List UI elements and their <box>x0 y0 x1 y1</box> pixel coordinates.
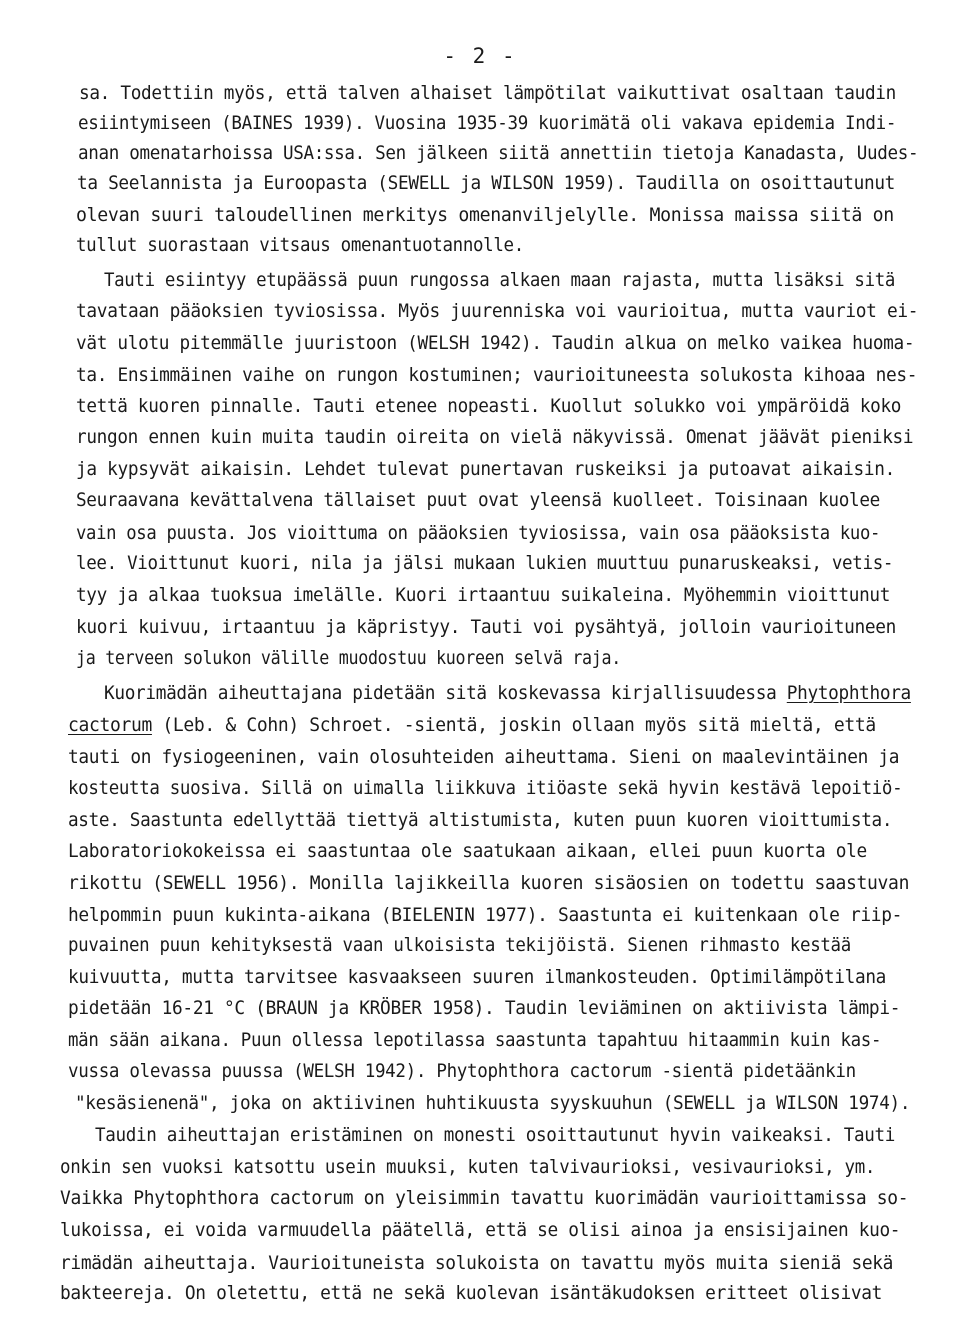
text-line: pidetään 16-21 °C (BRAUN ja KRÖBER 1958). Taudin leviäminen on aktiivista lämpi- <box>68 997 901 1019</box>
text-line: vussa olevassa puussa (WELSH 1942). Phytophthora cactorum -sientä pidetäänkin <box>68 1060 856 1082</box>
text-line: tettä kuoren pinnalle. Tauti etenee nopeasti. Kuollut solukko voi ympäröidä koko <box>76 395 902 417</box>
text-line: Vaikka Phytophthora cactorum on yleisimmin tavattu kuorimädän vaurioittamissa so- <box>60 1187 909 1209</box>
text-line: cactorum (Leb. & Cohn) Schroet. -sientä, joskin ollaan myös sitä mieltä, että <box>68 714 876 736</box>
text-line: lee. Vioittunut kuori, nila ja jälsi mukaan lukien muuttuu punaruskeaksi, vetis- <box>76 552 894 574</box>
species-name: Phytophthora <box>786 682 911 704</box>
text-line: kosteutta suosiva. Sillä on uimalla liikkuva itiöaste sekä hyvin kestävä lepoitiö- <box>68 777 903 799</box>
text-line: Kuorimädän aiheuttajana pidetään sitä koskevassa kirjallisuudessa Phytophthora <box>104 682 911 704</box>
page-number: - 2 - <box>443 44 517 68</box>
text-line: aste. Saastunta edellyttää tiettyä altistumista, kuten puun kuoren vioittumista. <box>68 809 893 831</box>
text-line: bakteereja. On oletettu, että ne sekä kuolevan isäntäkudoksen eritteet olisivat <box>60 1282 883 1304</box>
text-line: Laboratoriokokeissa ei saastuntaa ole saatukaan aikaan, ellei puun kuorta ole <box>68 840 867 862</box>
text-line: tyy ja alkaa tuoksua imelälle. Kuori irtaantuu suikaleina. Myöhemmin vioittunut <box>76 584 891 606</box>
text-line: vain osa puusta. Jos vioittuma on pääoksien tyviosissa, vain osa pääoksista kuo- <box>76 522 881 544</box>
text-line: lukoissa, ei voida varmuudella päätellä, että se olisi ainoa ja ensisijainen kuo- <box>60 1219 901 1241</box>
text-line: Tauti esiintyy etupäässä puun rungossa alkaen maan rajasta, mutta lisäksi sitä <box>104 269 895 291</box>
text-line: tullut suorastaan vitsaus omenantuotannolle. <box>76 234 524 256</box>
text-line: kuivuutta, mutta tarvitsee kasvaakseen suuren ilmankosteuden. Optimilämpötilana <box>68 966 887 988</box>
species-name: cactorum <box>68 714 152 736</box>
text-line: Taudin aiheuttajan eristäminen on monesti osoittautunut hyvin vaikeaksi. Tauti <box>95 1124 895 1146</box>
text-line: ja kypsyvät aikaisin. Lehdet tulevat punertavan ruskeiksi ja putoavat aikaisin. <box>76 458 896 480</box>
text-line: män sään aikana. Puun ollessa lepotilassa saastunta tapahtuu hitaammin kuin kas- <box>68 1029 882 1051</box>
text-line: ta Seelannista ja Euroopasta (SEWELL ja WILSON 1959). Taudilla on osoittautunut <box>77 172 896 194</box>
text-line: rungon ennen kuin muita taudin oireita on vielä näkyvissä. Omenat jäävät pieniksi <box>76 426 914 448</box>
text-line: "kesäsienenä", joka on aktiivinen huhtikuusta syyskuuhun (SEWELL ja WILSON 1974). <box>75 1092 911 1114</box>
text-line: anan omenatarhoissa USA:ssa. Sen jälkeen siitä annettiin tietoja Kanadasta, Uudes- <box>78 142 919 164</box>
text-line: sa. Todettiin myös, että talven alhaiset lämpötilat vaikuttivat osaltaan taudin <box>79 82 896 104</box>
text-line: tauti on fysiogeeninen, vain olosuhteiden aiheuttama. Sieni on maalevintäinen ja <box>68 746 900 768</box>
text-line: vät ulotu pitemmälle juuristoon (WELSH 1942). Taudin alkua on melko vaikea huoma- <box>76 332 915 354</box>
text-line: rikottu (SEWELL 1956). Monilla lajikkeilla kuoren sisäosien on todettu saastuvan <box>68 872 910 894</box>
text-line: esiintymiseen (BAINES 1939). Vuosina 1935-39 kuorimätä oli vakava epidemia Indi- <box>78 112 897 134</box>
text-line: onkin sen vuoksi katsottu usein muuksi, kuten talvivaurioksi, vesivaurioksi, ym. <box>60 1156 876 1178</box>
text-line: Seuraavana kevättalvena tällaiset puut ovat yleensä kuolleet. Toisinaan kuolee <box>76 489 880 511</box>
text-line: rimädän aiheuttaja. Vaurioituneista solukoista on tavattu myös muita sieniä sekä <box>60 1252 894 1274</box>
text-line: helpommin puun kukinta-aikana (BIELENIN 1977). Saastunta ei kuitenkaan ole riip- <box>68 904 903 926</box>
text-line: ja terveen solukon välille muodostuu kuoreen selvä raja. <box>76 647 621 669</box>
text-line: puvainen puun kehityksestä vaan ulkoisista tekijöistä. Sienen rihmasto kestää <box>68 934 851 956</box>
text-line: ta. Ensimmäinen vaihe on rungon kostuminen; vaurioituneesta solukosta kihoaa nes- <box>76 364 918 386</box>
text-line: kuori kuivuu, irtaantuu ja käpristyy. Tauti voi pysähtyä, jolloin vaurioituneen <box>76 616 897 638</box>
text-line: olevan suuri taloudellinen merkitys omenanviljelylle. Monissa maissa siitä on <box>76 204 894 226</box>
text-line: tavataan pääoksien tyviosissa. Myös juurenniska voi vaurioitua, mutta vauriot ei- <box>76 300 919 322</box>
